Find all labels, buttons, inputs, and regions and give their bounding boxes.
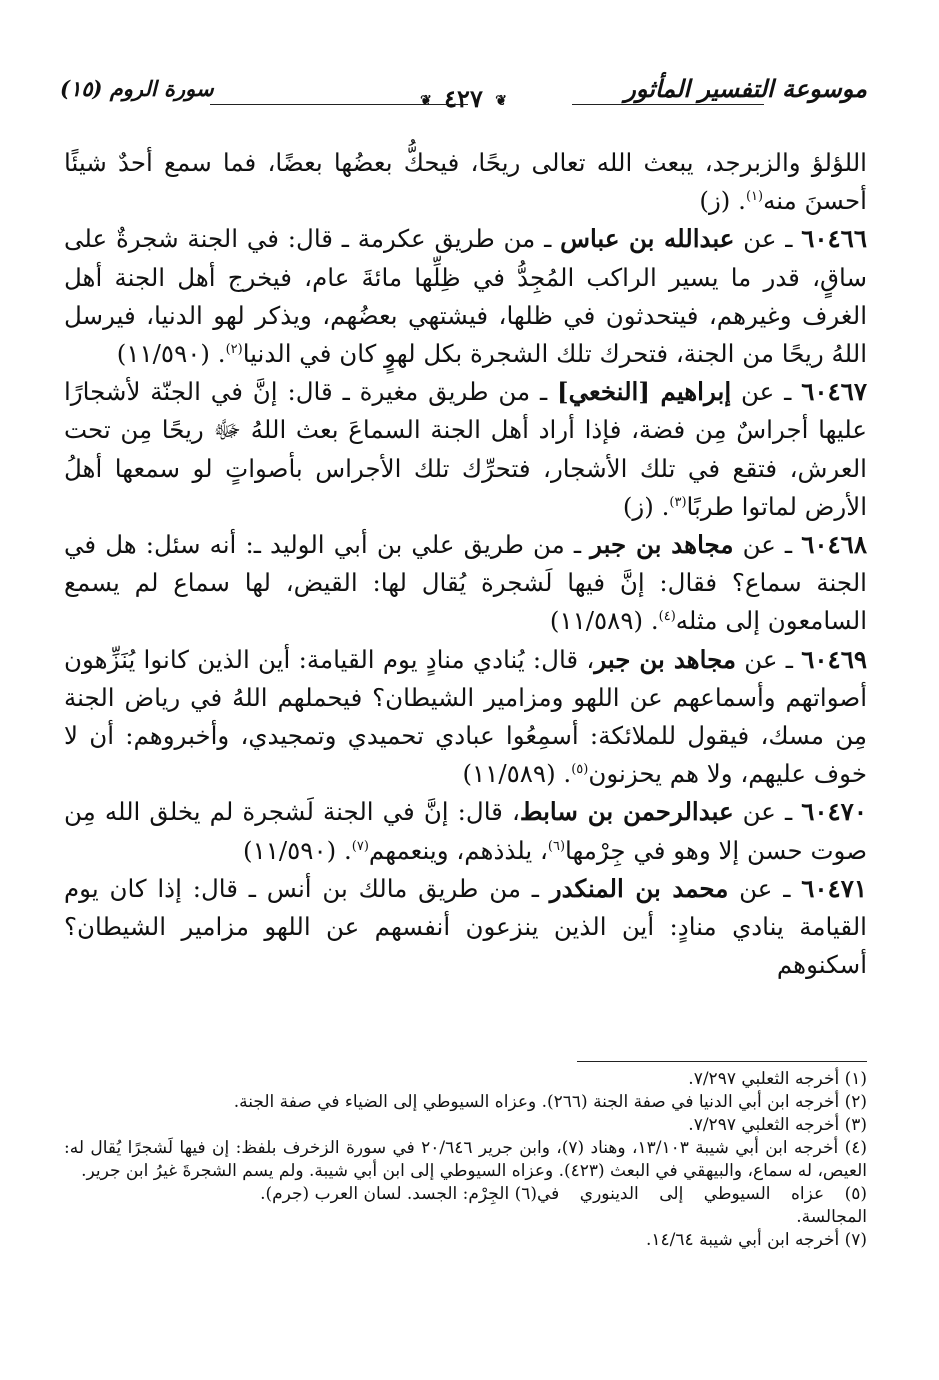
footnote-marker: (٧): [351, 838, 369, 854]
footnotes: [64, 1068, 867, 1252]
entry-reference: . (١١/٥٩٠): [243, 835, 352, 865]
entry-number: ٦٠٤٧٠: [801, 797, 867, 827]
entry-prefix: ـ عن: [733, 530, 802, 560]
book-title: موسوعة التفسير المأثور: [624, 74, 867, 103]
entry-number: ٦٠٤٧١: [801, 873, 868, 903]
entry-reference: . (١١/٥٨٩): [549, 606, 659, 636]
entry-prefix: ـ عن: [733, 797, 802, 827]
intro-paragraph: [64, 144, 867, 220]
narrator-name: عبدالله بن عباس: [560, 224, 735, 254]
footnote-7: (٧) أخرجه ابن أبي شيبة ١٤/٦٤.: [646, 1230, 867, 1250]
entry-text-continued: ، يلذذهم، وينعمهم: [368, 835, 548, 865]
footnote-row-5-6: [64, 1183, 867, 1229]
entry-text: ـ من طريق مالك بن أنس ـ قال: إذا كان يوم القيامة ينادي منادٍ: أين الذين ينزعون أنفسهم عن اللهو مزامير الشيطان؟ أسكنوهم: [64, 873, 867, 980]
entry-60467: [64, 373, 867, 526]
header-rule-left: [210, 104, 468, 105]
footnote-6: (٦) الجِرْم: الجسد. لسان العرب (جرم).: [260, 1184, 537, 1204]
ornament-left-icon: ❦: [420, 92, 432, 109]
entry-text: ـ من طريق علي بن أبي الوليد ـ: أنه سئل: هل في الجنة سماع؟ فقال: إنَّ فيها لَشجرة يُقال لها: القيض، لها سماع لم يسمع السامعون إلى مثله: [64, 530, 867, 636]
footnote-4: (٤) أخرجه ابن أبي شيبة ١٣/١٠٣، وهناد (٧)، وابن جرير ٢٠/٦٤٦ في سورة الزخرف بلفظ: إن فيها لَشجرًا يُقال له: العيص، له سماع، والبيهقي في البعث (٤٢٣). وعزاه السيوطي إلى ابن أبي شيبة. ولم يسم الشجرةَ غيرُ ابن جرير.: [64, 1138, 867, 1181]
footnote-separator: [577, 1061, 867, 1062]
entry-reference: . (١١/٥٩٠): [116, 339, 226, 369]
footnote-marker: (٢): [225, 341, 243, 357]
ornament-right-icon: ❦: [495, 92, 507, 109]
intro-text: اللؤلؤ والزبرجد، يبعث الله تعالى ريحًا، فيحكُّ بعضُها بعضًا، فما سمع أحدٌ شيئًا أحسنَ منه: [64, 148, 867, 216]
narrator-name: إبراهيم [النخعي]: [557, 377, 732, 407]
entry-text: ، قال: يُنادي منادٍ يوم القيامة: أين الذين كانوا يُنَزِّهون أصواتهم وأسماعهم عن اللهو ومزامير الشيطان؟ فيحملهم اللهُ في رياض الجنة مِن مسك، فيقول للملائكة: أسمِعُوا عبادي تحميدي وتمجيدي، وأخبروهم: أن لا خوف عليهم، ولا هم يحزنون: [64, 644, 867, 789]
footnote-marker: (٤): [658, 609, 676, 625]
footnote-1: (١) أخرجه الثعلبي ٧/٢٩٧.: [688, 1069, 867, 1089]
entry-60468: [64, 526, 867, 641]
entry-number: ٦٠٤٦٧: [801, 377, 867, 407]
entry-reference: . (ز): [622, 491, 670, 521]
footnote-5: (٥) عزاه السيوطي إلى الدينوري في المجالسة.: [537, 1184, 867, 1227]
entry-prefix: ـ عن: [728, 873, 802, 903]
intro-tail: . (ز): [699, 186, 746, 216]
narrator-name: مجاهد بن جبر: [590, 530, 734, 560]
header-rule-right: [572, 104, 764, 105]
entry-number: ٦٠٤٦٨: [801, 530, 867, 560]
entry-reference: . (١١/٥٨٩): [462, 759, 572, 789]
narrator-name: مجاهد بن جبر: [594, 644, 737, 674]
entry-number: ٦٠٤٦٦: [801, 224, 867, 254]
footnote-3: (٣) أخرجه الثعلبي ٧/٢٩٧.: [688, 1115, 867, 1135]
footnote-marker: (١): [745, 189, 764, 205]
entry-text: ، قال: إنَّ في الجنة لَشجرة لم يخلق الله مِن صوت حسن إلا وهو في جِرْمها: [64, 797, 867, 865]
entry-60470: [64, 793, 867, 869]
footnote-marker: (٦): [547, 838, 566, 854]
page-number: ٤٢٧: [444, 84, 483, 113]
entry-60466: [64, 220, 867, 373]
footnote-marker: (٥): [571, 762, 589, 778]
entry-prefix: ـ عن: [734, 224, 802, 254]
entry-number: ٦٠٤٦٩: [801, 644, 868, 674]
entry-text: ـ من طريق عكرمة ـ قال: في الجنة شجرةٌ على ساقٍ، قدر ما يسير الراكب المُجِدُّ في ظِلِّها مائةَ عام، فيخرج أهل الجنة أهل الغرف وغيرهم، فيتحدثون في ظلها، فيشتهي بعضُهم، ويذكر لهو الدنيا، فيرسل اللهُ ريحًا من الجنة، فتحرك تلك الشجرة بكل لهوٍ كان في الدنيا: [64, 224, 867, 369]
entry-60469: [64, 641, 867, 794]
main-text: [64, 144, 867, 984]
entry-text: ـ من طريق مغيرة ـ قال: إنَّ في الجنّة لأشجارًا عليها أجراسٌ مِن فضة، فإذا أراد أهل الجنة السماعَ بعث اللهُ ﷻ ريحًا مِن تحت العرش، فتقع في تلك الأشجار، فتحرِّك تلك الأجراس بأصواتٍ لو سمعها أهلُ الأرض لماتوا طربًا: [64, 377, 867, 521]
running-header: [60, 70, 867, 120]
surah-name: سورة الروم (١٥): [60, 76, 214, 101]
entry-prefix: ـ عن: [736, 644, 802, 674]
narrator-name: محمد بن المنكدر: [549, 873, 729, 903]
entry-60471: [64, 870, 867, 985]
footnote-marker: (٣): [669, 494, 687, 510]
page-number-group: [416, 84, 511, 113]
footnote-2: (٢) أخرجه ابن أبي الدنيا في صفة الجنة (٢٦٦). وعزاه السيوطي إلى الضياء في صفة الجنة.: [233, 1092, 867, 1112]
narrator-name: عبدالرحمن بن سابط: [519, 797, 734, 827]
entry-prefix: ـ عن: [731, 377, 802, 407]
